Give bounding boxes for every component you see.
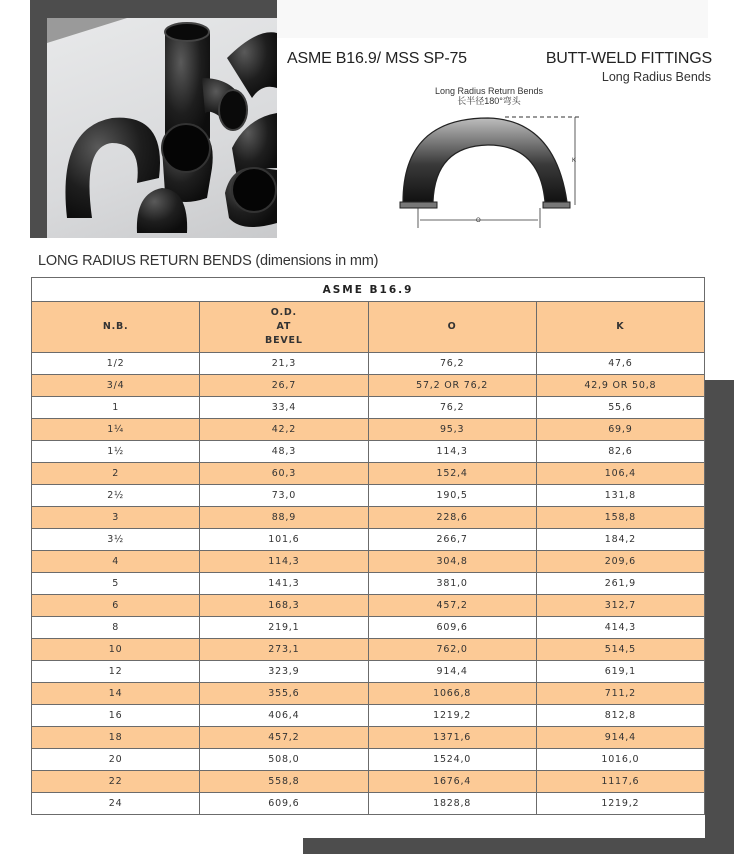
diagram-title-en: Long Radius Return Bends: [434, 86, 544, 96]
cell-k: 42,9 OR 50,8: [536, 375, 704, 397]
cell-k: 514,5: [536, 639, 704, 661]
cell-o: 609,6: [368, 617, 536, 639]
cell-k: 619,1: [536, 661, 704, 683]
cell-o: 304,8: [368, 551, 536, 573]
dimensions-table: [31, 277, 705, 815]
table-row: [32, 419, 705, 441]
cell-nb: 1: [32, 397, 200, 419]
table-row: [32, 771, 705, 793]
header-od-line3: BEVEL: [265, 335, 303, 346]
cell-o: 1371,6: [368, 727, 536, 749]
cell-k: 1016,0: [536, 749, 704, 771]
cell-k: 812,8: [536, 705, 704, 727]
cell-nb: 1/2: [32, 353, 200, 375]
standard-label: ASME B16.9/ MSS SP-75: [287, 50, 467, 67]
cell-od: 508,0: [200, 749, 368, 771]
cell-k: 414,3: [536, 617, 704, 639]
cell-od: 26,7: [200, 375, 368, 397]
dim-k-label: K: [572, 158, 577, 164]
cell-k: 55,6: [536, 397, 704, 419]
category-subtitle: Long Radius Bends: [601, 70, 711, 84]
cell-o: 76,2: [368, 353, 536, 375]
header-k: K: [536, 302, 704, 353]
cell-o: 1676,4: [368, 771, 536, 793]
cell-o: 914,4: [368, 661, 536, 683]
cell-k: 261,9: [536, 573, 704, 595]
cell-nb: 4: [32, 551, 200, 573]
cell-nb: 18: [32, 727, 200, 749]
cell-od: 406,4: [200, 705, 368, 727]
cell-nb: 16: [32, 705, 200, 727]
cell-nb: 8: [32, 617, 200, 639]
table-row: [32, 529, 705, 551]
cell-k: 312,7: [536, 595, 704, 617]
category-title: BUTT-WELD FITTINGS: [545, 50, 712, 67]
cell-o: 381,0: [368, 573, 536, 595]
cell-nb: 14: [32, 683, 200, 705]
cell-o: 1524,0: [368, 749, 536, 771]
cell-o: 228,6: [368, 507, 536, 529]
table-header-row: [32, 302, 705, 353]
cell-o: 762,0: [368, 639, 536, 661]
cell-od: 21,3: [200, 353, 368, 375]
cell-k: 69,9: [536, 419, 704, 441]
cell-od: 558,8: [200, 771, 368, 793]
cell-k: 209,6: [536, 551, 704, 573]
cell-o: 114,3: [368, 441, 536, 463]
table-row: [32, 463, 705, 485]
header-od-at-bevel: [200, 302, 368, 353]
cell-od: 273,1: [200, 639, 368, 661]
diagram-title-cn: 长半径180°弯头: [457, 96, 521, 106]
dim-o-label: O: [476, 218, 481, 224]
header-nb: N.B.: [32, 302, 200, 353]
fittings-photo: [47, 18, 277, 238]
cell-k: 711,2: [536, 683, 704, 705]
cell-k: 82,6: [536, 441, 704, 463]
cell-k: 47,6: [536, 353, 704, 375]
header-o: O: [368, 302, 536, 353]
table-row: [32, 353, 705, 375]
cell-nb: 3½: [32, 529, 200, 551]
table-row: [32, 595, 705, 617]
cell-nb: 2½: [32, 485, 200, 507]
cell-nb: 12: [32, 661, 200, 683]
decorative-frame-bottom: [303, 838, 734, 854]
table-caption: ASME B16.9: [32, 278, 705, 302]
cell-od: 48,3: [200, 441, 368, 463]
cell-od: 88,9: [200, 507, 368, 529]
table-row: [32, 705, 705, 727]
table-row: [32, 375, 705, 397]
cell-nb: 2: [32, 463, 200, 485]
cell-o: 95,3: [368, 419, 536, 441]
table-row: [32, 551, 705, 573]
table-row: [32, 617, 705, 639]
cell-nb: 1½: [32, 441, 200, 463]
cell-od: 42,2: [200, 419, 368, 441]
cell-nb: 24: [32, 793, 200, 815]
cell-nb: 22: [32, 771, 200, 793]
cell-od: 114,3: [200, 551, 368, 573]
cell-od: 60,3: [200, 463, 368, 485]
table-row: [32, 639, 705, 661]
section-title: LONG RADIUS RETURN BENDS (dimensions in mm): [38, 253, 379, 269]
decorative-strip-top: [277, 0, 708, 38]
cell-o: 1066,8: [368, 683, 536, 705]
table-row: [32, 661, 705, 683]
header-od-line2: AT: [276, 321, 292, 332]
header-od-line1: O.D.: [270, 307, 297, 318]
cell-nb: 20: [32, 749, 200, 771]
cell-nb: 3: [32, 507, 200, 529]
cell-o: 266,7: [368, 529, 536, 551]
cell-k: 106,4: [536, 463, 704, 485]
decorative-frame-right: [705, 380, 734, 854]
cell-od: 101,6: [200, 529, 368, 551]
cell-nb: 6: [32, 595, 200, 617]
cell-od: 219,1: [200, 617, 368, 639]
table-row: [32, 507, 705, 529]
table-row: [32, 749, 705, 771]
table-row: [32, 727, 705, 749]
cell-o: 1219,2: [368, 705, 536, 727]
table-row: [32, 397, 705, 419]
cell-o: 1828,8: [368, 793, 536, 815]
table-row: [32, 573, 705, 595]
table-row: [32, 441, 705, 463]
cell-od: 33,4: [200, 397, 368, 419]
cell-od: 141,3: [200, 573, 368, 595]
cell-od: 457,2: [200, 727, 368, 749]
table-row: [32, 485, 705, 507]
cell-k: 1117,6: [536, 771, 704, 793]
cell-k: 914,4: [536, 727, 704, 749]
cell-o: 457,2: [368, 595, 536, 617]
return-bend-diagram: [395, 110, 595, 235]
cell-nb: 1¼: [32, 419, 200, 441]
cell-od: 323,9: [200, 661, 368, 683]
table-row: [32, 793, 705, 815]
cell-o: 76,2: [368, 397, 536, 419]
cell-od: 355,6: [200, 683, 368, 705]
cell-o: 57,2 OR 76,2: [368, 375, 536, 397]
cell-od: 609,6: [200, 793, 368, 815]
cell-o: 152,4: [368, 463, 536, 485]
table-row: [32, 683, 705, 705]
cell-od: 73,0: [200, 485, 368, 507]
cell-nb: 3/4: [32, 375, 200, 397]
cell-k: 184,2: [536, 529, 704, 551]
cell-nb: 5: [32, 573, 200, 595]
cell-nb: 10: [32, 639, 200, 661]
cell-k: 1219,2: [536, 793, 704, 815]
cell-k: 131,8: [536, 485, 704, 507]
cell-od: 168,3: [200, 595, 368, 617]
diagram-title: [415, 86, 563, 106]
cell-o: 190,5: [368, 485, 536, 507]
cell-k: 158,8: [536, 507, 704, 529]
pipe-fittings-image: [47, 18, 277, 238]
